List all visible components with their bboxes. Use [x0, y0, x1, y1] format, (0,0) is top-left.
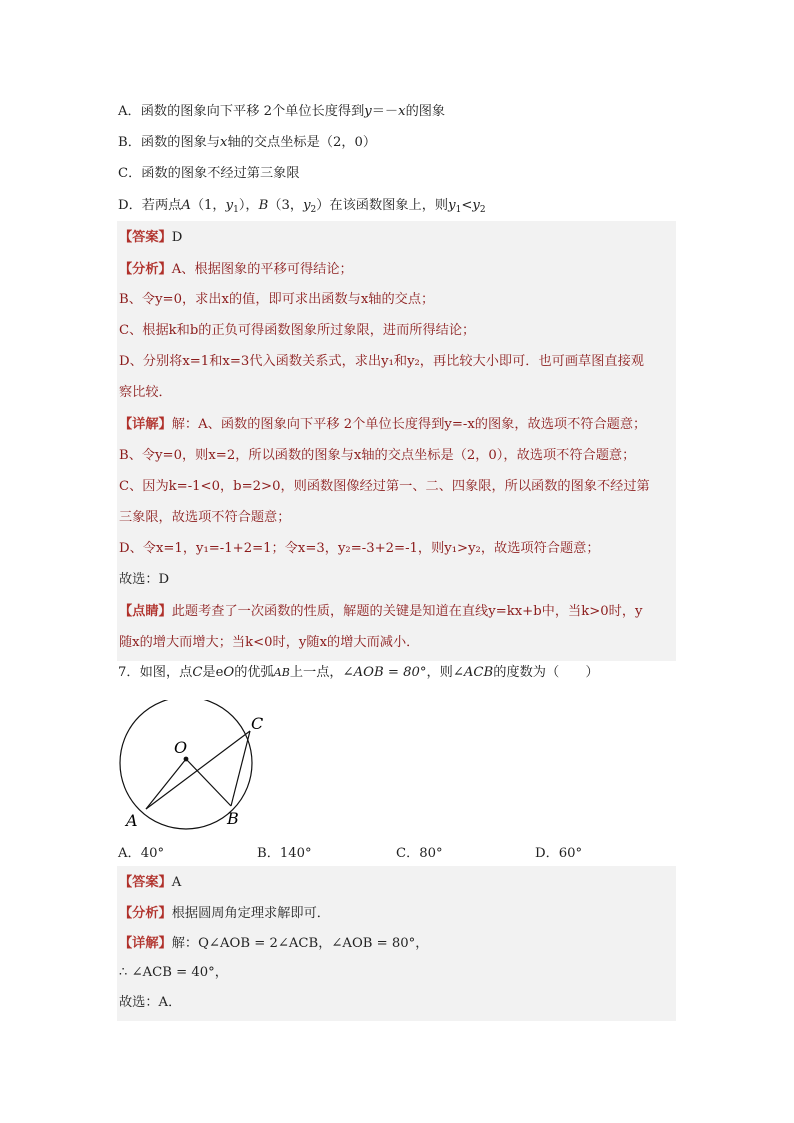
q6-analysis-5 [119, 384, 172, 402]
var: C [192, 665, 203, 680]
q7-circle-figure [110, 700, 285, 832]
text: （1， [190, 198, 226, 213]
text: 解：A、函数的图象向下平移 2个单位长度得到y=-x的图象，故选项不符合题意； [171, 417, 647, 432]
q6-analysis-4 [119, 353, 644, 371]
text: B、令y=0，则x=2，所以函数的图象与x轴的交点坐标是（2，0），故选项不符合题意； [119, 448, 636, 463]
q6-analysis-1 [119, 261, 353, 279]
var: O [223, 665, 235, 680]
q7-option-d: D．60° [535, 846, 583, 861]
text: B．函数的图象与 [118, 135, 221, 150]
answer-value: D [171, 230, 183, 245]
text: 察比较． [119, 385, 172, 400]
q6-analysis-2 [119, 291, 434, 309]
text: 根据圆周角定理求解即可． [171, 906, 330, 921]
label-c: C [251, 714, 264, 733]
q7-analysis [119, 905, 330, 923]
text: ＝－ [371, 104, 399, 119]
text: 轴的交点坐标是（2，0） [227, 135, 377, 150]
segment-bc [231, 731, 250, 806]
text: 解：Q∠AOB = 2∠ACB，∠AOB = 80°， [171, 936, 429, 951]
var: B [258, 198, 269, 213]
q6-solution-block [117, 221, 676, 661]
text: 此题考查了一次函数的性质，解题的关键是知道在直线y=kx+b中，当k>0时，y [171, 604, 643, 619]
circle-symbol: e [215, 665, 224, 680]
text: < [461, 198, 473, 213]
subscript: 2 [479, 205, 486, 215]
text: D．若两点 [118, 198, 182, 213]
analysis-tag: 【分析】 [119, 262, 172, 277]
detail-tag: 【详解】 [119, 936, 172, 951]
q6-option-a [118, 103, 445, 121]
math-expression: ∠AOB = 80° [342, 665, 427, 680]
text: D、令x=1，y₁=-1+2=1；令x=3，y₂=-3+2=-1，则y₁>y₂，故选项符合题意； [119, 541, 600, 556]
var: y [364, 104, 372, 119]
text: ）， [238, 198, 259, 213]
math-expression: ∠ACB [452, 665, 494, 680]
var: x [220, 135, 228, 150]
answer-tag: 【答案】 [119, 875, 172, 890]
text: ）在该函数图象上，则 [316, 198, 449, 213]
text: 故选：A． [119, 995, 182, 1010]
q6-detail-2 [119, 447, 635, 465]
text: 故选：D [119, 572, 170, 587]
text: 上一点， [289, 665, 343, 680]
q7-answer [119, 874, 181, 892]
q6-analysis-3 [119, 322, 475, 340]
q6-choose [119, 571, 169, 589]
label-b: B [227, 809, 239, 828]
arc-label: AB [273, 666, 290, 679]
q6-option-d [118, 197, 486, 215]
text: 的度数为（ ） [493, 665, 599, 680]
q7-choose [119, 994, 181, 1012]
var: A [181, 198, 191, 213]
q7-detail-2 [119, 964, 228, 982]
text: C．函数的图象不经过第三象限 [118, 166, 300, 181]
segment-ac [146, 731, 250, 809]
segment-ob [186, 759, 231, 806]
subscript: 2 [310, 205, 317, 215]
text: D、分别将x=1和x=3代入函数关系式，求出y₁和y₂，再比较大小即可．也可画草图直接观 [119, 354, 644, 369]
text: 是 [202, 665, 216, 680]
q6-comment-1 [119, 603, 643, 621]
var: y [448, 198, 456, 213]
var: y [303, 198, 311, 213]
analysis-tag: 【分析】 [119, 906, 172, 921]
subscript: 1 [455, 205, 462, 215]
text: 的图象 [405, 104, 446, 119]
q7-option-b: B．140° [257, 846, 312, 861]
q7-detail-1 [119, 935, 428, 953]
text: 随x的增大而增大；当k<0时，y随x的增大而减小． [119, 635, 420, 650]
text: 7．如图，点 [118, 665, 193, 680]
var: y [225, 198, 234, 213]
text: A、根据图象的平移可得结论； [171, 262, 353, 277]
comment-tag: 【点睛】 [119, 604, 172, 619]
text: 的优弧 [234, 665, 274, 680]
detail-tag: 【详解】 [119, 417, 172, 432]
q6-comment-2 [119, 634, 419, 652]
q7-option-a: A．40° [118, 846, 165, 861]
text: （3， [268, 198, 304, 213]
q6-option-c [118, 165, 300, 183]
text: ∴ ∠ACB = 40°， [119, 965, 228, 980]
q6-detail-3 [119, 478, 650, 496]
q6-detail-5 [119, 540, 600, 558]
q7-solution-block [117, 866, 676, 1021]
var: x [398, 104, 406, 119]
text: ，则 [426, 665, 453, 680]
answer-value: A [171, 875, 182, 890]
q6-detail-4 [119, 509, 290, 527]
text: C、因为k=-1<0，b=2>0，则函数图像经过第一、二、四象限，所以函数的图象不经过第 [119, 479, 650, 494]
q6-answer [119, 229, 182, 247]
center-point [184, 757, 189, 762]
q7-stem [118, 664, 599, 682]
text: 三象限，故选项不符合题意； [119, 510, 291, 525]
label-a: A [126, 811, 138, 830]
text: C、根据k和b的正负可得函数图象所过象限，进而所得结论； [119, 323, 476, 338]
text: A．函数的图象向下平移 2个单位长度得到 [118, 104, 365, 119]
q6-option-b [118, 134, 376, 152]
var: y [472, 198, 480, 213]
text: B、令y=0，求出x的值，即可求出函数与x轴的交点； [119, 292, 435, 307]
q7-option-c: C．80° [396, 846, 443, 861]
subscript: 1 [233, 205, 239, 215]
label-o: O [174, 738, 188, 757]
answer-tag: 【答案】 [119, 230, 172, 245]
q6-detail-1 [119, 416, 646, 434]
